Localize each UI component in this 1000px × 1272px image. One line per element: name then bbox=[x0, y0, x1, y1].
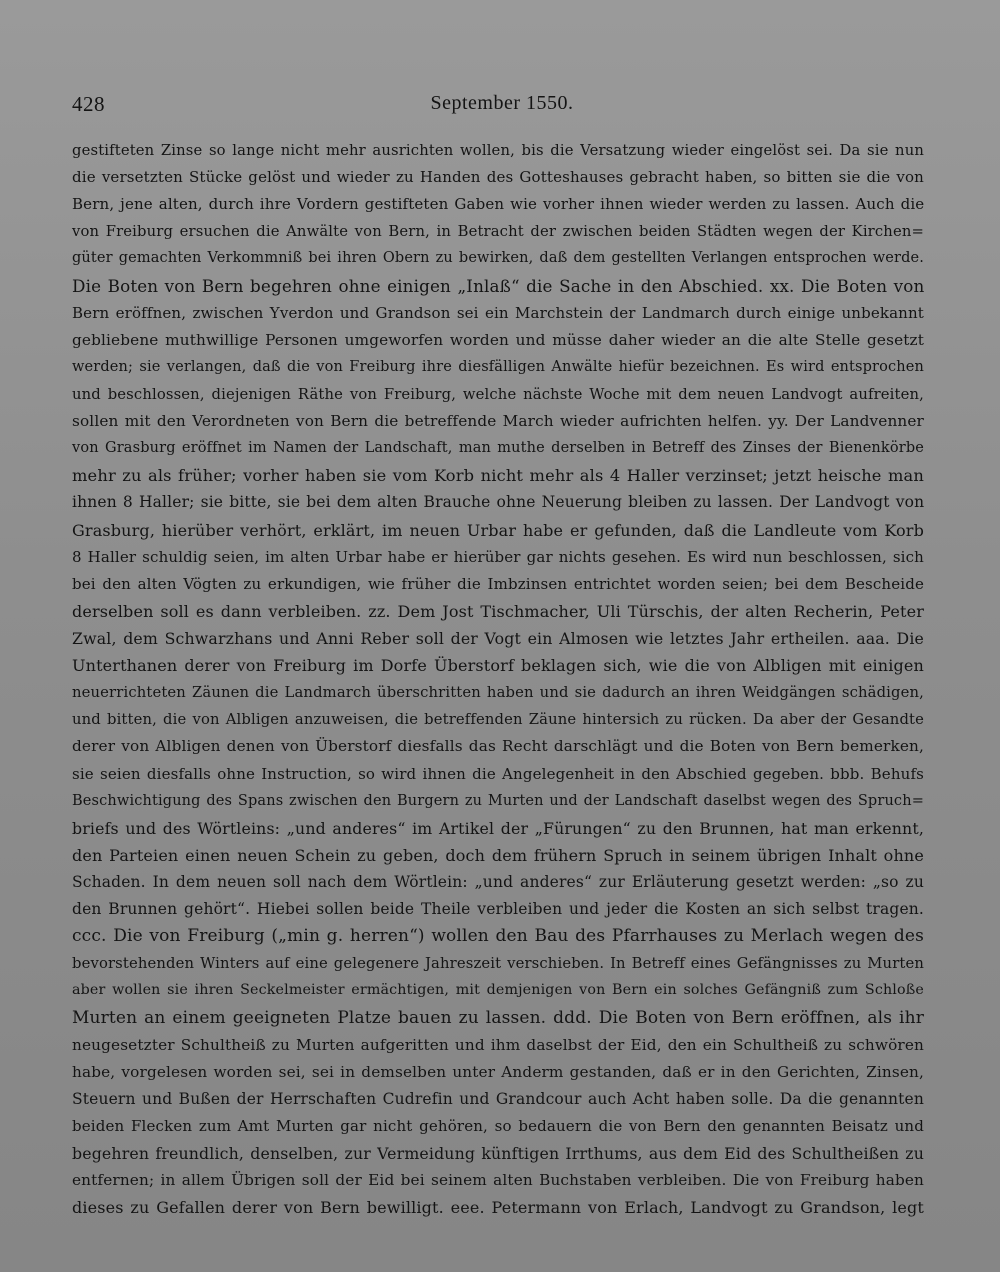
text-line: briefs und des Wörtleins: „und anderes“ im Artikel der „Fürungen“ zu den Brunnen, hat man erkennt, bbox=[72, 818, 924, 838]
text-line: von Grasburg eröffnet im Namen der Landschaft, man muthe derselben in Betreff des Zinses der Bienenkörbe bbox=[72, 440, 924, 457]
text-line: güter gemachten Verkommniß bei ihren Obern zu bewirken, daß dem gestellten Verlangen entsprochen werde. bbox=[72, 250, 924, 267]
text-line: dieses zu Gefallen derer von Bern bewilligt. eee. Petermann von Erlach, Landvogt zu Grandson, legt bbox=[72, 1198, 924, 1218]
text-line: Die Boten von Bern begehren ohne einigen „Inlaß“ die Sache in den Abschied. xx. Die Boten von bbox=[72, 275, 925, 296]
text-line: aber wollen sie ihren Seckelmeister ermächtigen, mit demjenigen von Bern ein solches Gefängniß zum Schloße bbox=[72, 982, 924, 999]
text-line: mehr zu als früher; vorher haben sie vom Korb nicht mehr als 4 Haller verzinset; jetzt heische man bbox=[72, 466, 924, 486]
text-line: neuerrichteten Zäunen die Landmarch überschritten haben und sie dadurch an ihren Weidgängen schädigen, bbox=[72, 684, 924, 702]
text-line: beiden Flecken zum Amt Murten gar nicht gehören, so bedauern die von Bern den genannten Beisatz und bbox=[72, 1116, 924, 1135]
text-line: ihnen 8 Haller; sie bitte, sie bei dem alten Brauche ohne Neuerung bleiben zu lassen. Der Landvogt von bbox=[72, 493, 925, 512]
text-line: und beschlossen, diejenigen Räthe von Freiburg, welche nächste Woche mit dem neuen Landvogt aufreiten, bbox=[72, 385, 924, 403]
text-line: Bern eröffnen, zwischen Yverdon und Grandson sei ein Marchstein der Landmarch durch einige unbekannt bbox=[72, 303, 924, 322]
text-line: die versetzten Stücke gelöst und wieder zu Handen des Gotteshauses gebracht haben, so bitten sie die von bbox=[72, 168, 924, 187]
text-line: Steuern und Bußen der Herrschaften Cudrefin und Grandcour auch Acht haben solle. Da die genannten bbox=[72, 1089, 924, 1108]
text-line: Grasburg, hierüber verhört, erklärt, im neuen Urbar habe er gefunden, daß die Landleute vom Korb bbox=[72, 520, 924, 540]
text-line: entfernen; in allem Übrigen soll der Eid bei seinem alten Buchstaben verbleiben. Die von Freiburg haben bbox=[72, 1171, 924, 1190]
text-line: bei den alten Vögten zu erkundigen, wie früher die Imbzinsen entrichtet worden seien; bei dem Bescheide bbox=[72, 574, 924, 593]
page-number: 428 bbox=[72, 92, 105, 116]
text-line: sollen mit den Verordneten von Bern die betreffende March wieder aufrichten helfen. yy. Der Landvenner bbox=[72, 412, 924, 431]
text-line: von Freiburg ersuchen die Anwälte von Bern, in Betracht der zwischen beiden Städten wegen der Kirchen= bbox=[72, 223, 924, 241]
text-line: und bitten, die von Albligen anzuweisen, die betreffenden Zäune hintersich zu rücken. Da aber der Gesandte bbox=[72, 711, 924, 729]
running-head: September 1550. bbox=[430, 92, 574, 114]
text-line: sie seien diesfalls ohne Instruction, so wird ihnen die Angelegenheit in den Abschied gegeben. bbb. Behufs bbox=[72, 764, 924, 783]
text-line: 8 Haller schuldig seien, im alten Urbar habe er hierüber gar nichts gesehen. Es wird nun beschlossen, sich bbox=[72, 547, 924, 566]
text-line: neugesetzter Schultheiß zu Murten aufgeritten und ihm daselbst der Eid, den ein Schultheiß zu schwören bbox=[72, 1035, 924, 1054]
text-line: ccc. Die von Freiburg („min g. herren“) wollen den Bau des Pfarrhauses zu Merlach wegen des bbox=[72, 926, 924, 947]
text-line: begehren freundlich, denselben, zur Vermeidung künftigen Irrthums, aus dem Eid des Schultheißen zu bbox=[72, 1144, 924, 1164]
text-line: Unterthanen derer von Freiburg im Dorfe Überstorf beklagen sich, wie die von Albligen mit einigen bbox=[72, 656, 924, 676]
body-text bbox=[72, 137, 924, 1221]
text-line: habe, vorgelesen worden sei, sei in demselben unter Anderm gestanden, daß er in den Gerichten, Zinsen, bbox=[72, 1062, 924, 1081]
text-line: Bern, jene alten, durch ihre Vordern gestifteten Gaben wie vorher ihnen wieder werden zu lassen. Auch die bbox=[72, 195, 925, 214]
text-line: werden; sie verlangen, daß die von Freiburg ihre diesfälligen Anwälte hiefür bezeichnen. Es wird entsprochen bbox=[72, 358, 924, 375]
text-line: den Brunnen gehört“. Hiebei sollen beide Theile verbleiben und jeder die Kosten an sich selbst tragen. bbox=[72, 900, 924, 919]
text-line: Murten an einem geeigneten Platze bauen zu lassen. ddd. Die Boten von Bern eröffnen, als ihr bbox=[72, 1007, 924, 1028]
text-line: derer von Albligen denen von Überstorf diesfalls das Recht darschlägt und die Boten von Bern bemerken, bbox=[72, 737, 924, 756]
text-line: Zwal, dem Schwarzhans und Anni Reber soll der Vogt ein Almosen wie letztes Jahr ertheilen. aaa. Die bbox=[72, 628, 924, 648]
text-line: Beschwichtigung des Spans zwischen den Burgern zu Murten und der Landschaft daselbst wegen des Spruch= bbox=[72, 792, 924, 809]
page-header bbox=[72, 92, 932, 122]
text-line: gestifteten Zinse so lange nicht mehr ausrichten wollen, bis die Versatzung wieder eingelöst sei. Da sie nun bbox=[72, 142, 924, 159]
text-line: derselben soll es dann verbleiben. zz. Dem Jost Tischmacher, Uli Türschis, der alten Recherin, Peter bbox=[72, 601, 924, 621]
text-line: Schaden. In dem neuen soll nach dem Wörtlein: „und anderes“ zur Erläuterung gesetzt werden: „so zu bbox=[72, 872, 924, 891]
text-line: bevorstehenden Winters auf eine gelegenere Jahreszeit verschieben. In Betreff eines Gefängnisses zu Murten bbox=[72, 955, 924, 973]
text-line: gebliebene muthwillige Personen umgeworfen worden und müsse daher wieder an die alte Stelle gesetzt bbox=[72, 330, 924, 349]
text-line: den Parteien einen neuen Schein zu geben, doch dem frühern Spruch in seinem übrigen Inhalt ohne bbox=[72, 845, 924, 865]
